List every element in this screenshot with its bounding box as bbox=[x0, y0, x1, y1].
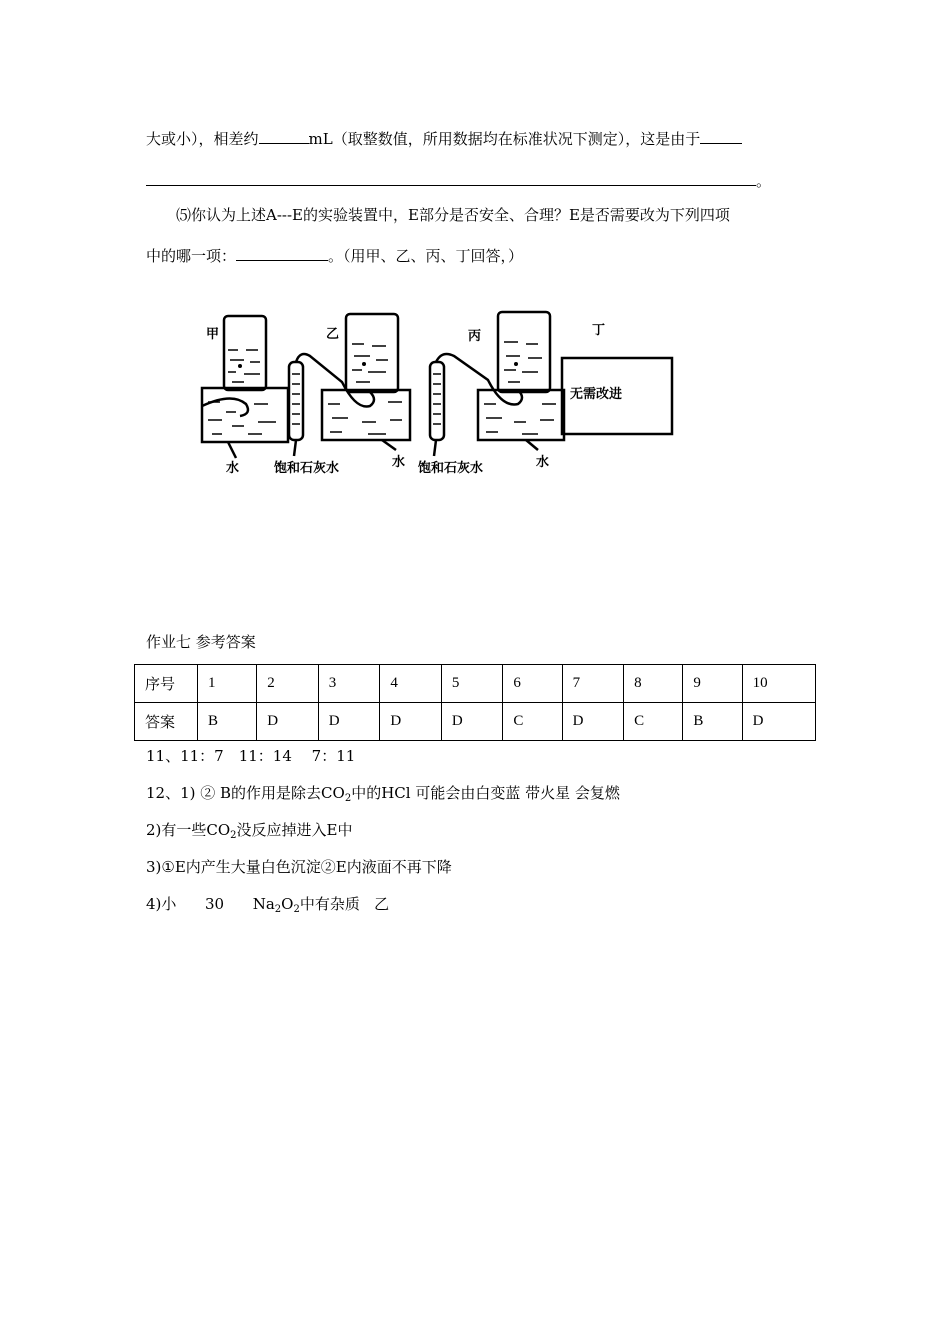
answer-11: 11、11：7 11：14 7：11 bbox=[146, 747, 356, 765]
apparatus-yi bbox=[289, 314, 410, 456]
answer-blank-reason[interactable] bbox=[146, 184, 756, 186]
table-cell: D bbox=[742, 703, 815, 741]
table-cell: 7 bbox=[562, 665, 624, 703]
bubble bbox=[238, 364, 242, 368]
table-cell: 5 bbox=[441, 665, 503, 703]
pointer-line bbox=[434, 440, 436, 456]
table-row-answers bbox=[135, 703, 816, 741]
question-4-line-1: 大或小），相差约 mL（取整数值，所用数据均在标准状况下测定），这是由于 bbox=[146, 128, 742, 149]
label-no-change: 无需改进 bbox=[570, 387, 623, 402]
trough-water-jia bbox=[208, 402, 276, 434]
table-cell: D bbox=[380, 703, 442, 741]
table-cell: D bbox=[318, 703, 380, 741]
bottle-liquid-jia bbox=[228, 350, 260, 382]
table-cell: 4 bbox=[380, 665, 442, 703]
table-cell: D bbox=[562, 703, 624, 741]
label-bing: 丙 bbox=[468, 329, 482, 344]
inverted-bottle bbox=[346, 314, 398, 392]
apparatus-figure bbox=[192, 300, 688, 480]
inverted-bottle bbox=[498, 312, 550, 392]
table-cell: 1 bbox=[198, 665, 257, 703]
label-water-3: 水 bbox=[536, 455, 550, 470]
label-water-1: 水 bbox=[226, 461, 240, 476]
question-5-line-2: 中的哪一项： 。（用甲、乙、丙、丁回答，） bbox=[146, 247, 524, 265]
label-lime-water-2: 饱和石灰水 bbox=[418, 461, 484, 476]
answer-blank-choice[interactable] bbox=[236, 259, 328, 261]
bubble bbox=[514, 362, 518, 366]
table-cell: B bbox=[683, 703, 742, 741]
bubble bbox=[362, 362, 366, 366]
answer-table bbox=[134, 664, 816, 741]
label-jia: 甲 bbox=[206, 327, 220, 342]
answer-12-3: 3)①E内产生大量白色沉淀②E内液面不再下降 bbox=[146, 858, 452, 876]
label-yi: 乙 bbox=[326, 327, 340, 342]
bottle-liquid-yi bbox=[352, 344, 388, 382]
question-4-line-2: 。 bbox=[146, 170, 771, 191]
label-ding: 丁 bbox=[592, 323, 606, 338]
pointer-line bbox=[294, 440, 296, 456]
table-cell: D bbox=[257, 703, 319, 741]
table-cell: C bbox=[503, 703, 562, 741]
question-5-line-1: ⑸你认为上述A---E的实验装置中，E部分是否安全、合理？E是否需要改为下列四项 bbox=[176, 206, 730, 224]
pointer-line bbox=[526, 440, 538, 450]
table-cell-header-label: 序号 bbox=[135, 665, 198, 703]
table-cell-answer-label: 答案 bbox=[135, 703, 198, 741]
table-cell: B bbox=[198, 703, 257, 741]
delivery-tube bbox=[202, 398, 248, 416]
answer-blank-reason-start[interactable] bbox=[700, 142, 742, 144]
table-cell: 8 bbox=[624, 665, 683, 703]
inverted-bottle bbox=[224, 316, 266, 390]
pointer-line bbox=[382, 440, 396, 450]
answer-12-1: 12、1) ② B的作用是除去$CO_2$中的HCl 可能会由白变蓝 带火星 会复燃 bbox=[146, 784, 620, 804]
table-cell: C bbox=[624, 703, 683, 741]
table-cell: 6 bbox=[503, 665, 562, 703]
table-cell: D bbox=[441, 703, 503, 741]
answer-key-title: 作业七 参考答案 bbox=[146, 633, 256, 651]
answer-blank-ml[interactable] bbox=[259, 142, 309, 144]
answer-12-4: 4)小 30 $Na_2O_2$中有杂质 乙 bbox=[146, 895, 390, 915]
table-row-numbers bbox=[135, 665, 816, 703]
table-cell: 2 bbox=[257, 665, 319, 703]
table-cell: 10 bbox=[742, 665, 815, 703]
table-cell: 9 bbox=[683, 665, 742, 703]
apparatus-bing bbox=[430, 312, 564, 456]
label-water-2: 水 bbox=[392, 455, 406, 470]
table-cell: 3 bbox=[318, 665, 380, 703]
pointer-line bbox=[228, 442, 236, 458]
delivery-tube bbox=[296, 354, 374, 407]
bottle-liquid-bing bbox=[504, 342, 542, 382]
answer-12-2: 2)有一些$CO_2$没反应掉进入E中 bbox=[146, 821, 353, 841]
trough-water-bing bbox=[484, 404, 556, 434]
label-lime-water-1: 饱和石灰水 bbox=[274, 461, 340, 476]
